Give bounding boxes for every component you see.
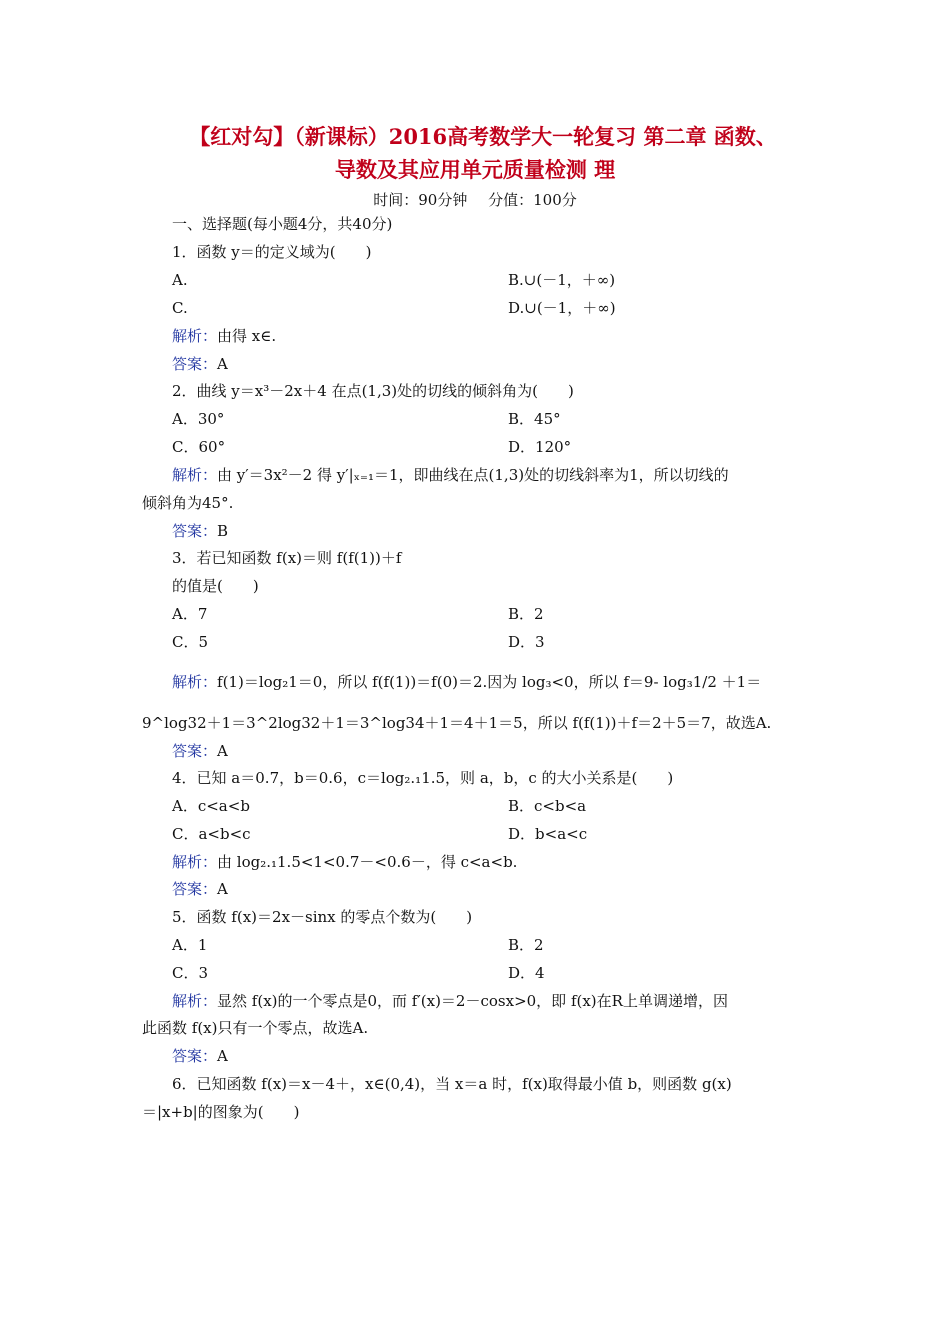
q5-analysis-cont: 此函数 f(x)只有一个零点，故选A.: [142, 1019, 369, 1037]
q1-option-a: A.: [172, 271, 188, 289]
section-heading: 一、选择题(每小题4分，共40分): [172, 215, 393, 233]
q6-stem: 6．已知函数 f(x)＝x－4＋，x∈(0,4)，当 x＝a 时，f(x)取得最小值 b，则函数 g(x): [172, 1075, 732, 1093]
time-limit: 时间：90分钟: [373, 191, 468, 209]
q1-answer: 答案：A: [172, 355, 228, 373]
q4-stem: 4．已知 a＝0.7，b＝0.6，c＝log₂.₁1.5，则 a，b，c 的大小关系是( ): [172, 769, 674, 787]
title-line-2: 导数及其应用单元质量检测 理: [334, 157, 616, 182]
q4-option-b: B．c<b<a: [508, 797, 587, 815]
q1-option-c: C.: [172, 299, 188, 317]
score-total: 分值：100分: [488, 191, 577, 209]
q1-stem: 1．函数 y＝的定义域为( ): [172, 243, 372, 261]
q1-option-b: B.∪(－1，＋∞): [508, 271, 616, 289]
q4-option-a: A．c<a<b: [172, 797, 250, 815]
q4-answer: 答案：A: [172, 880, 228, 898]
q6-stem-cont: ＝|x+b|的图象为( ): [142, 1103, 300, 1121]
q2-option-c: C．60°: [172, 438, 226, 456]
q2-stem: 2．曲线 y＝x³－2x＋4 在点(1,3)处的切线的倾斜角为( ): [172, 382, 574, 400]
q2-option-b: B．45°: [508, 410, 561, 428]
exam-meta: [0, 189, 950, 210]
q3-stem: 3．若已知函数 f(x)＝则 f(f(1))＋f: [172, 549, 402, 567]
q4-analysis: 解析：由 log₂.₁1.5<1<0.7－<0.6－，得 c<a<b.: [172, 853, 518, 871]
q2-option-a: A．30°: [172, 410, 225, 428]
q2-analysis: 解析：由 y′＝3x²－2 得 y′|ₓ₌₁＝1，即曲线在点(1,3)处的切线斜率为1，所以切线的: [172, 466, 729, 484]
q5-stem: 5．函数 f(x)＝2x－sinx 的零点个数为( ): [172, 908, 473, 926]
q2-option-d: D．120°: [508, 438, 572, 456]
q5-option-c: C．3: [172, 964, 209, 982]
q1-analysis: 解析：由得 x∈.: [172, 327, 277, 345]
q3-stem-cont: 的值是( ): [172, 577, 259, 595]
q3-analysis: 解析：f(1)＝log₂1＝0，所以 f(f(1))＝f(0)＝2.因为 log₃<0，所以 f＝9- log₃1/2 ＋1＝: [172, 673, 762, 691]
q3-option-b: B．2: [508, 605, 544, 623]
q2-answer: 答案：B: [172, 522, 229, 540]
analysis-label: 解析：: [172, 327, 218, 345]
q5-option-d: D．4: [508, 964, 545, 982]
q3-option-c: C．5: [172, 633, 209, 651]
q5-option-b: B．2: [508, 936, 544, 954]
q4-option-d: D．b<a<c: [508, 825, 588, 843]
q3-option-a: A．7: [172, 605, 208, 623]
q5-analysis: 解析：显然 f(x)的一个零点是0，而 f′(x)＝2－cosx>0，即 f(x)在R上单调递增，因: [172, 992, 728, 1010]
q2-analysis-cont: 倾斜角为45°.: [142, 494, 234, 512]
q3-option-d: D．3: [508, 633, 545, 651]
q5-option-a: A．1: [172, 936, 208, 954]
q3-answer: 答案：A: [172, 742, 228, 760]
q5-answer: 答案：A: [172, 1047, 228, 1065]
q1-option-d: D.∪(－1，＋∞): [508, 299, 616, 317]
q3-analysis-cont: 9^log32＋1＝3^2log32＋1＝3^log34＋1＝4＋1＝5，所以 f(f(1))＋f＝2＋5＝7，故选A.: [142, 714, 772, 732]
answer-label: 答案：: [172, 355, 218, 373]
q4-option-c: C．a<b<c: [172, 825, 251, 843]
title-line-1: 【红对勾】（新课标）2016高考数学大一轮复习 第二章 函数、: [189, 124, 777, 149]
